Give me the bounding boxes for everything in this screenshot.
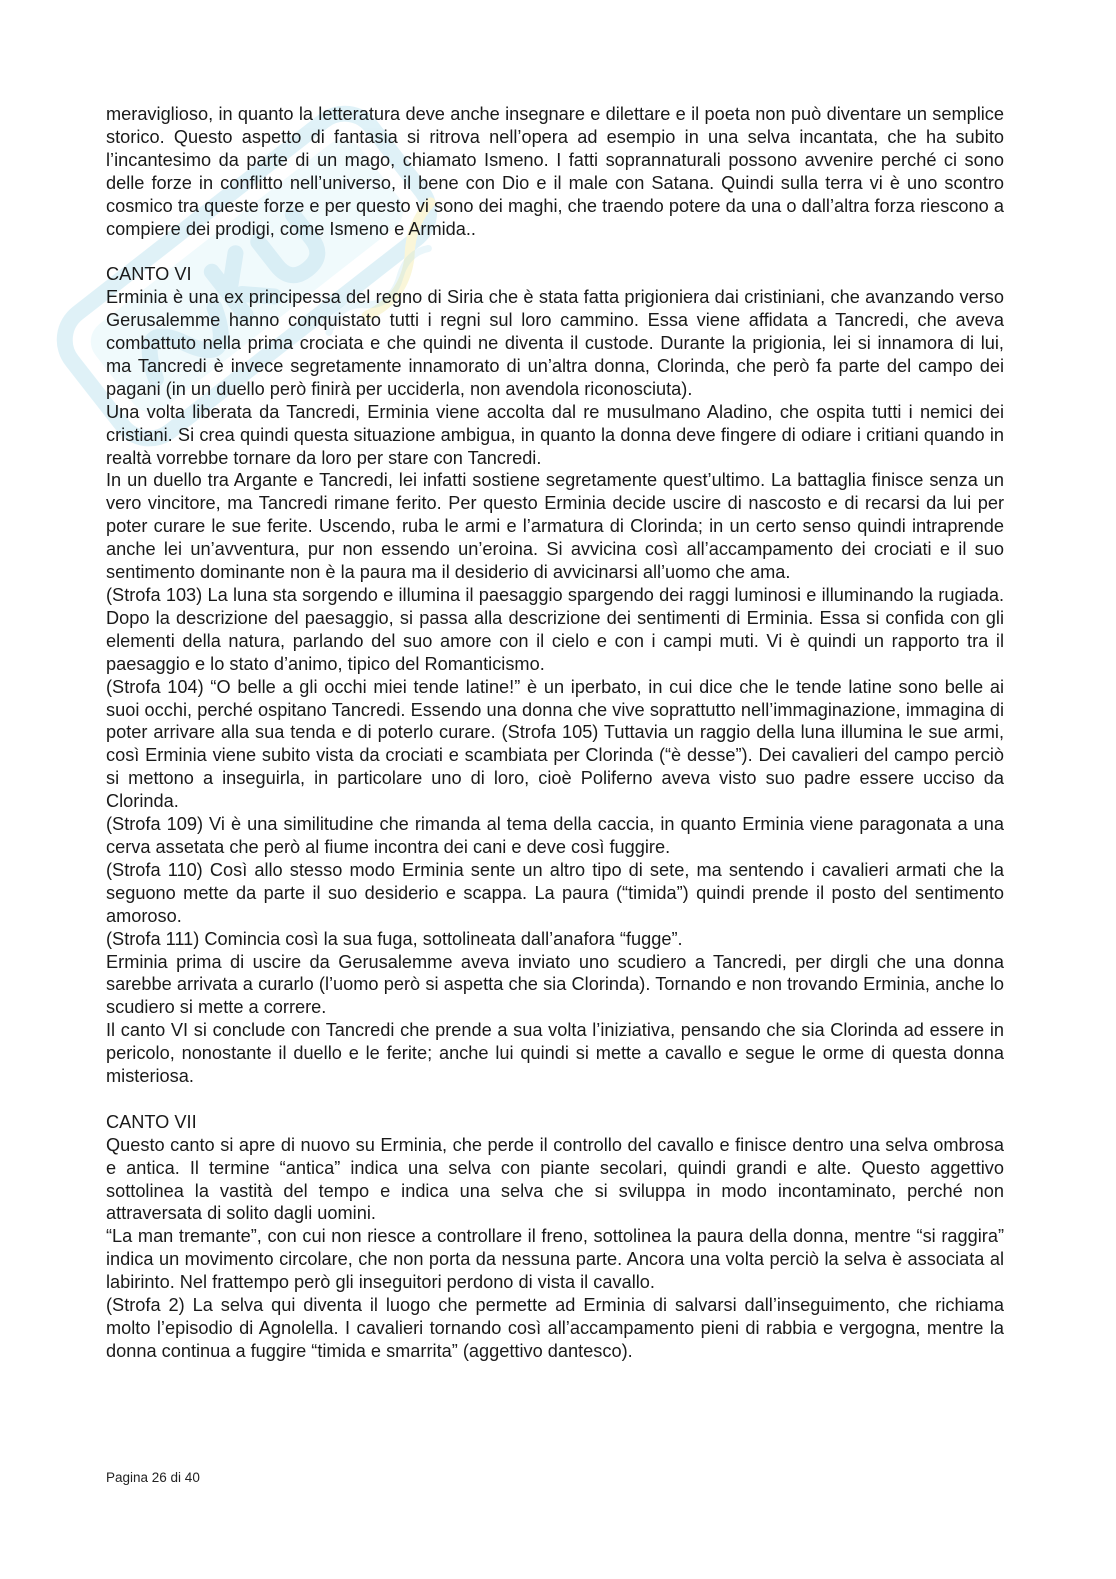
paragraph: Erminia è una ex principessa del regno di Siria che è stata fatta prigioniera dai cristiniani, che avanzando verso Gerusalemme hanno conquistato tutti i regni sul loro cammino. Essa viene affidata a Tancredi, che aveva combattuto nella prima crociata e che quindi ne diventa il custode. Durante la prigionia, lei si innamora di lui, ma Tancredi è invece segretamente innamorato di un’altra donna, Clorinda, che però fa parte del campo dei pagani (in un duello però finirà per ucciderla, non avendola riconosciuta). bbox=[106, 287, 1004, 399]
paragraph: (Strofa 109) Vi è una similitudine che rimanda al tema della caccia, in quanto Erminia viene paragonata a una cerva assetata che però al fiume incontra dei cani e deve così fuggire. bbox=[106, 814, 1004, 857]
section-gap bbox=[106, 240, 1004, 263]
section-gap bbox=[106, 1088, 1004, 1111]
paragraph: (Strofa 103) La luna sta sorgendo e illumina il paesaggio spargendo dei raggi luminosi e illuminando la rugiada. Dopo la descrizione del paesaggio, si passa alla descrizione dei sentimenti di Erminia. Essa si confida con gli elementi della natura, parlando del suo amore con il cielo e con i campi muti. Vi è quindi un rapporto tra il paesaggio e lo stato d’animo, tipico del Romanticismo. bbox=[106, 585, 1004, 674]
paragraph: Erminia prima di uscire da Gerusalemme aveva inviato uno scudiero a Tancredi, per dirgli che una donna sarebbe arrivata a curarlo (l’uomo però si aspetta che sia Clorinda). Tornando e non trovando Erminia, anche lo scudiero si mette a correre. bbox=[106, 951, 1004, 1018]
paragraph: Una volta liberata da Tancredi, Erminia viene accolta dal re musulmano Aladino, che ospita tutti i nemici dei cristiani. Si crea quindi questa situazione ambigua, in quanto la donna deve fingere di odiare i critiani quando in realtà vorrebbe tornare da loro per stare con Tancredi. bbox=[106, 401, 1004, 468]
intro-paragraph: meraviglioso, in quanto la letteratura deve anche insegnare e dilettare e il poeta non può diventare un semplice storico. Questo aspetto di fantasia si ritrova nell’opera ad esempio in una selva incantata, che ha subito l’incantesimo da parte di un mago, chiamato Ismeno. I fatti soprannaturali possono avvenire perché ci sono delle forze in conflitto nell’universo, il bene con Dio e il male con Satana. Quindi sulla terra vi è uno scontro cosmico tra queste forze e per questo vi sono dei maghi, che traendo potere da una o dall’altra forza riescono a compiere dei prodigi, come Ismeno e Armida.. bbox=[106, 104, 1004, 239]
document-page bbox=[106, 103, 1004, 1363]
section-heading-canto-vii: CANTO VII bbox=[106, 1111, 197, 1132]
paragraph: In un duello tra Argante e Tancredi, lei infatti sostiene segretamente quest’ultimo. La battaglia finisce senza un vero vincitore, ma Tancredi rimane ferito. Per questo Erminia decide uscire di nascosto e di recarsi da lui per poter curare le sue ferite. Uscendo, ruba le armi e l’armatura di Clorinda; in un certo senso quindi intraprende anche lei un’avventura, pur non essendo un’eroina. Si avvicina così all’accampamento dei crociati e il suo sentimento dominante non è la paura ma il desiderio di avvicinarsi all’uomo che ama. bbox=[106, 470, 1004, 583]
paragraph: (Strofa 110) Così allo stesso modo Erminia sente un altro tipo di sete, ma sentendo i cavalieri armati che la seguono mette da parte il suo desiderio e scappa. La paura (“timida”) quindi prende il posto del sentimento amoroso. bbox=[106, 859, 1004, 926]
paragraph: (Strofa 104) “O belle a gli occhi miei tende latine!” è un iperbato, in cui dice che le tende latine sono belle ai suoi occhi, perché ospitano Tancredi. Essendo una donna che vive soprattutto nell’immaginazione, immagina di poter arrivare alla sua tenda e di poterlo curare. (Strofa 105) Tuttavia un raggio della luna illumina le sue armi, così Erminia viene subito vista da crociati e scambiata per Clorinda (“è desse”). Dei cavalieri del campo perciò si mettono a inseguirla, in particolare uno di loro, cioè Poliferno aveva visto suo padre essere ucciso da Clorinda. bbox=[106, 676, 1004, 812]
paragraph: Il canto VI si conclude con Tancredi che prende a sua volta l’iniziativa, pensando che sia Clorinda ad essere in pericolo, nonostante il duello e le ferite; anche lui quindi si mette a cavallo e segue le orme di questa donna misteriosa. bbox=[106, 1020, 1004, 1087]
page-number-footer: Pagina 26 di 40 bbox=[106, 1470, 200, 1485]
paragraph: (Strofa 111) Comincia così la sua fuga, sottolineata dall’anafora “fugge”. bbox=[106, 928, 683, 949]
paragraph: Questo canto si apre di nuovo su Erminia, che perde il controllo del cavallo e finisce dentro una selva ombrosa e antica. Il termine “antica” indica una selva con piante secolari, quindi grandi e alte. Questo aggettivo sottolinea la vastità del tempo e indica una selva che si sviluppa in modo incontaminato, perché non attraversata di solito dagli uomini. bbox=[106, 1134, 1004, 1224]
paragraph: (Strofa 2) La selva qui diventa il luogo che permette ad Erminia di salvarsi dall’inseguimento, che richiama molto l’episodio di Agnolella. I cavalieri tornando così all’accampamento pieni di rabbia e vergogna, mentre la donna continua a fuggire “timida e smarrita” (aggettivo dantesco). bbox=[106, 1295, 1004, 1361]
section-heading-canto-vi: CANTO VI bbox=[106, 264, 192, 285]
paragraph: “La man tremante”, con cui non riesce a controllare il freno, sottolinea la paura della donna, mentre “si raggira” indica un movimento circolare, che non porta da nessuna parte. Ancora una volta perciò la selva è associata al labirinto. Nel frattempo però gli inseguitori perdono di vista il cavallo. bbox=[106, 1226, 1004, 1293]
